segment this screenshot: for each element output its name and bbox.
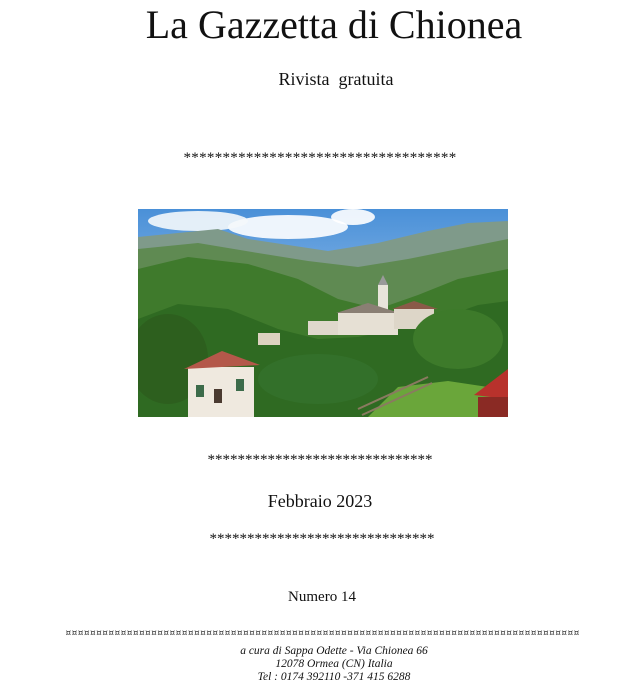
issue-number: Numero 14 [288, 589, 356, 605]
address-line: 12078 Ormea (CN) Italia [275, 658, 393, 670]
star-separator-middle: ****************************** [207, 452, 433, 468]
page-title: La Gazzetta di Chionea [145, 2, 523, 47]
village-photo [138, 209, 508, 417]
subtitle: Rivista gratuita [278, 69, 394, 89]
star-separator-bottom: ****************************** [209, 531, 435, 547]
editor-line: a cura di Sappa Odette - Via Chionea 66 [240, 645, 428, 657]
phone-line: Tel : 0174 392110 -371 415 6288 [257, 671, 411, 683]
star-separator-top: *********************************** [183, 150, 457, 166]
issue-date: Febbraio 2023 [267, 491, 373, 511]
footer-divider: ¤¤¤¤¤¤¤¤¤¤¤¤¤¤¤¤¤¤¤¤¤¤¤¤¤¤¤¤¤¤¤¤¤¤¤¤¤¤¤¤¤¤¤¤¤¤¤¤¤¤¤¤¤¤¤¤¤¤¤¤¤¤¤¤¤¤¤¤¤¤¤¤¤¤¤¤¤¤¤¤¤¤¤¤ [64, 626, 580, 639]
